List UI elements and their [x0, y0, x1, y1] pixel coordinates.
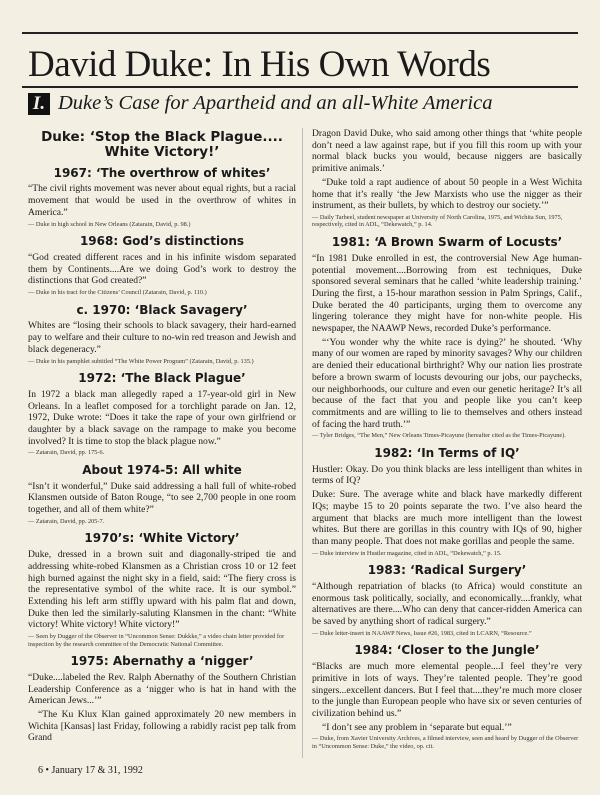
- item-heading: 1972: ‘The Black Plague’: [78, 371, 246, 386]
- item-heading: 1970’s: ‘White Victory’: [84, 531, 240, 546]
- item-text: “Although repatriation of blacks (to Africa) would constitute an enormous task politically, socially, and economically....frankly, what alternatives are there....Who can deny that cancer-ridden America can be saved by anything short of radical surgery.”: [312, 580, 582, 628]
- item-source: — Duke in high school in New Orleans (Zatarain, David, p. 98.): [28, 220, 191, 228]
- item-heading: 1967: ‘The overthrow of whites’: [53, 165, 271, 180]
- item-text: “‘You wonder why the white race is dying?’ he shouted. ‘Why many of our women are raped by minority savages? Why our children are denied their educational birthright? Why our nation lies prostrate before a brown swarm of locusts devouring our jobs, our paychecks, our neighborhoods, our culture and even our genetic heritage? It’s all because of the fact that you and people like you can’t keep commitments and are willing to lie to themselves and others instead of facing the hard truth.’”: [312, 336, 582, 430]
- page-footer: 6 • January 17 & 31, 1992: [38, 765, 143, 776]
- section-heading: [28, 92, 492, 115]
- item-source: — Zatarain, David, pp. 205-7.: [28, 517, 105, 525]
- section-number: I.: [28, 93, 50, 115]
- column-divider: [302, 128, 303, 758]
- item-heading: About 1974-5: All white: [82, 462, 242, 477]
- item-heading: 1982: ‘In Terms of IQ’: [374, 445, 520, 460]
- item-source: — Seen by Dugger of the Observer in “Uncommon Sense: Dukkke,” a video chain letter provided for inspection by the research committee of the Democratic National Committee.: [28, 633, 285, 648]
- item-source: — Duke letter-insert in NAAWP News, Issue #26, 1983, cited in LCARN, “Resource.”: [312, 629, 532, 637]
- item-text: “Duke....labeled the Rev. Ralph Abernathy of the Southern Christian Leadership Conference as a ‘nigger who is hat in hand with the American Jews...’”: [28, 671, 296, 707]
- item-heading: c. 1970: ‘Black Savagery’: [76, 302, 248, 317]
- item-text: “Isn’t it wonderful,” Duke said addressing a hall full of white-robed Klansmen outside of Baton Rouge, “to see 2,700 people in one room together, and all of them white?”: [28, 480, 296, 516]
- item-text: Hustler: Okay. Do you think blacks are less intelligent than whites in terms of IQ?: [312, 463, 582, 487]
- item-source: — Tyler Bridges, “The Men,” New Orleans Times-Picayune (hereafter cited as the Times-Picayune).: [312, 432, 566, 440]
- lead-text: “Duke told a rapt audience of about 50 people in a West Wichita home that it’s really ‘the Jew Marxists who use the nigger as their instrument, as their bullets, by which to destroy our society.’”: [312, 176, 582, 212]
- section-title: Duke’s Case for Apartheid and an all-White America: [58, 92, 493, 114]
- item-heading: 1968: God’s distinctions: [79, 234, 245, 249]
- item-source: — Daily Tarheel, student newspaper at University of North Carolina, 1975, and Wichita Sun, 1975, respectively, cited in ADL, “Dekewatch,” p. 14.: [312, 213, 563, 229]
- item-source: — Duke in his tract for the Citizens’ Council (Zatarain, David, p. 110.): [28, 289, 207, 297]
- main-heading: Duke: ‘Stop the Black Plague.... White Victory!’: [41, 129, 283, 160]
- item-source: — Duke in his pamphlet subtitled “The White Power Program” (Zatarain, David, p. 135.): [28, 357, 254, 365]
- item-source: — Duke, from Xavier University Archives, a filmed interview, seen and heard by Dugger of the Observer in “Uncommon Sense: Duke,” the video, op. cit.: [312, 735, 579, 750]
- top-rule: [22, 32, 578, 34]
- item-source: — Duke interview in Hustler magazine, cited in ADL, “Dekewatch,” p. 15.: [312, 549, 502, 557]
- lead-text: Dragon David Duke, who said among other things that ‘white people don’t need a law against rape, but if you fill this room up with your normal black bucks you would, because niggers are basically primitive animals.’: [312, 128, 582, 175]
- left-column: [28, 128, 296, 746]
- page-title: David Duke: In His Own Words: [28, 44, 491, 85]
- item-source: — Zatarain, David, pp. 175-6.: [28, 449, 105, 457]
- item-text: “The Ku Klux Klan gained approximately 20 new members in Wichita [Kansas] last Friday, following a rabidly racist pep talk from Grand: [28, 709, 296, 744]
- title-rule: [22, 86, 578, 88]
- item-text: Duke, dressed in a brown suit and diagonally-striped tie and addressing white-robed Klansmen as a Christian cross 10 or 12 feet high burned against the night sky in a field, said: “The fiery cross is the representative symbol of the white race. It is our symbol.” Extending his left arm stiffly upward with his palm flat and down, Duke then led the similarly-saluting Klansmen in the chant: “White victory! White victory! White victory!”: [28, 549, 296, 631]
- item-heading: 1981: ‘A Brown Swarm of Locusts’: [331, 235, 563, 250]
- item-text: In 1972 a black man allegedly raped a 17-year-old girl in New Orleans. In a leaflet composed for a torchlight parade on Jan. 12, 1972, Duke wrote: “Does it take the rape of your own girlfriend or daughter by a black savage on the rampage to make you become involved? It is time to stop the black plague now.”: [28, 388, 296, 447]
- item-text: “In 1981 Duke enrolled in est, the controversial New Age human-potential movement....Borrowing from est techniques, Duke sponsored several seminars that he called ‘white leadership training.’ During the first, a 15-hour marathon session in Palm Springs, Calif., Duke berated the 40 participants, urging them to overcome any lingering tolerance they might have for non-white people. His newspaper, the NAAWP News, recorded Duke’s performance.: [312, 252, 582, 335]
- item-text: Duke: Sure. The average white and black have markedly different IQs; maybe 15 to 20 points separate the two. I’ve also heard the argument that blacks are much more intelligent than the lowest whites. But there are gorillas in this country with IQs of 90, higher than many people. That does not make gorillas and people the same.: [312, 489, 582, 547]
- item-text: Whites are “losing their schools to black savagery, their hard-earned pay to welfare and their culture to no-win red treason and Jewish and black degeneracy.”: [28, 320, 296, 355]
- item-text: “God created different races and in his infinite wisdom separated them by Continents....Are we doing God’s work to destroy the distinctions that God created?”: [28, 251, 296, 287]
- item-heading: 1983: ‘Radical Surgery’: [367, 563, 527, 578]
- right-column: [312, 128, 582, 752]
- item-heading: 1984: ‘Closer to the Jungle’: [354, 643, 540, 658]
- item-text: “I don’t see any problem in ‘separate but equal.’”: [322, 721, 512, 733]
- item-text: “The civil rights movement was never about equal rights, but a racial movement that would be used in the overthrow of whites in America.”: [28, 183, 296, 218]
- item-heading: 1975: Abernathy a ‘nigger’: [70, 654, 254, 669]
- item-text: “Blacks are much more elemental people....I feel they’re very primitive in lots of ways. They’re talented people. They’re good singers...excellent dancers. But I feel that....they’re much more closer to the jungle than European people who have six or seven centuries of civilization behind us.”: [312, 661, 582, 719]
